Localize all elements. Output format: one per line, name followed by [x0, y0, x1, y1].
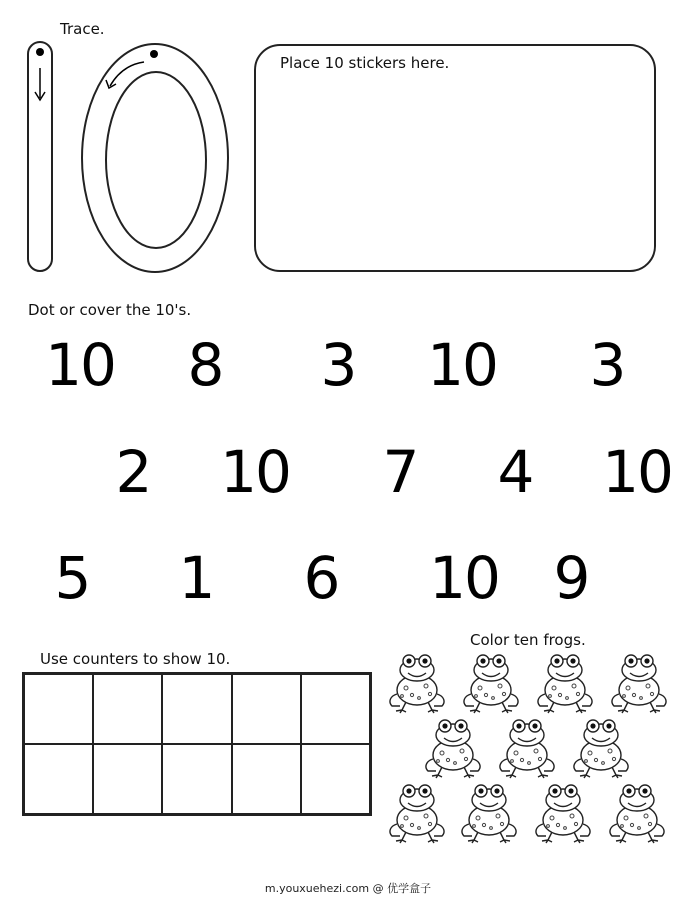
- counters-label: Use counters to show 10.: [40, 650, 231, 668]
- ten-frame-cell[interactable]: [301, 674, 370, 744]
- number-item: 4: [497, 438, 533, 506]
- trace-number-ten: [22, 40, 237, 276]
- ten-frame-cell[interactable]: [162, 674, 231, 744]
- ten-frame: [22, 672, 372, 816]
- number-item: 10: [427, 331, 497, 399]
- trace-zero-inner: [106, 72, 206, 248]
- ten-frame-cell[interactable]: [93, 744, 162, 814]
- frog-icon[interactable]: [568, 715, 634, 779]
- number-item: 9: [553, 544, 589, 612]
- frog-icon[interactable]: [458, 650, 524, 714]
- trace-start-dot-icon: [36, 48, 44, 56]
- ten-frame-cell[interactable]: [24, 674, 93, 744]
- number-item: 10: [45, 331, 115, 399]
- ten-frame-cell[interactable]: [93, 674, 162, 744]
- number-item: 2: [115, 438, 151, 506]
- number-item: 8: [187, 331, 223, 399]
- number-item: 10: [220, 438, 290, 506]
- ten-frame-cell[interactable]: [232, 674, 301, 744]
- frogs-label: Color ten frogs.: [470, 631, 586, 649]
- dot-cover-label: Dot or cover the 10's.: [28, 301, 192, 319]
- number-item: 1: [178, 544, 214, 612]
- sticker-box-label: Place 10 stickers here.: [280, 54, 450, 72]
- number-item: 5: [54, 544, 90, 612]
- frog-icon[interactable]: [384, 780, 450, 844]
- ten-frame-cell[interactable]: [301, 744, 370, 814]
- trace-label: Trace.: [60, 20, 105, 38]
- ten-frame-cell[interactable]: [162, 744, 231, 814]
- number-item: 6: [303, 544, 339, 612]
- number-item: 3: [589, 331, 625, 399]
- frog-icon[interactable]: [604, 780, 670, 844]
- frog-icon[interactable]: [530, 780, 596, 844]
- trace-counterclockwise-arrow-icon: [110, 62, 144, 86]
- frog-icon[interactable]: [420, 715, 486, 779]
- sticker-box: [254, 44, 656, 272]
- trace-zero-start-dot-icon: [150, 50, 158, 58]
- number-item: 10: [602, 438, 672, 506]
- ten-frame-cell[interactable]: [24, 744, 93, 814]
- frog-icon[interactable]: [494, 715, 560, 779]
- number-item: 10: [429, 544, 499, 612]
- frog-icon[interactable]: [456, 780, 522, 844]
- frog-icon[interactable]: [606, 650, 672, 714]
- number-item: 7: [382, 438, 418, 506]
- footer-watermark: m.youxuehezi.com @ 优学盒子: [264, 882, 432, 895]
- frog-icon[interactable]: [384, 650, 450, 714]
- number-item: 3: [320, 331, 356, 399]
- ten-frame-cell[interactable]: [232, 744, 301, 814]
- frog-icon[interactable]: [532, 650, 598, 714]
